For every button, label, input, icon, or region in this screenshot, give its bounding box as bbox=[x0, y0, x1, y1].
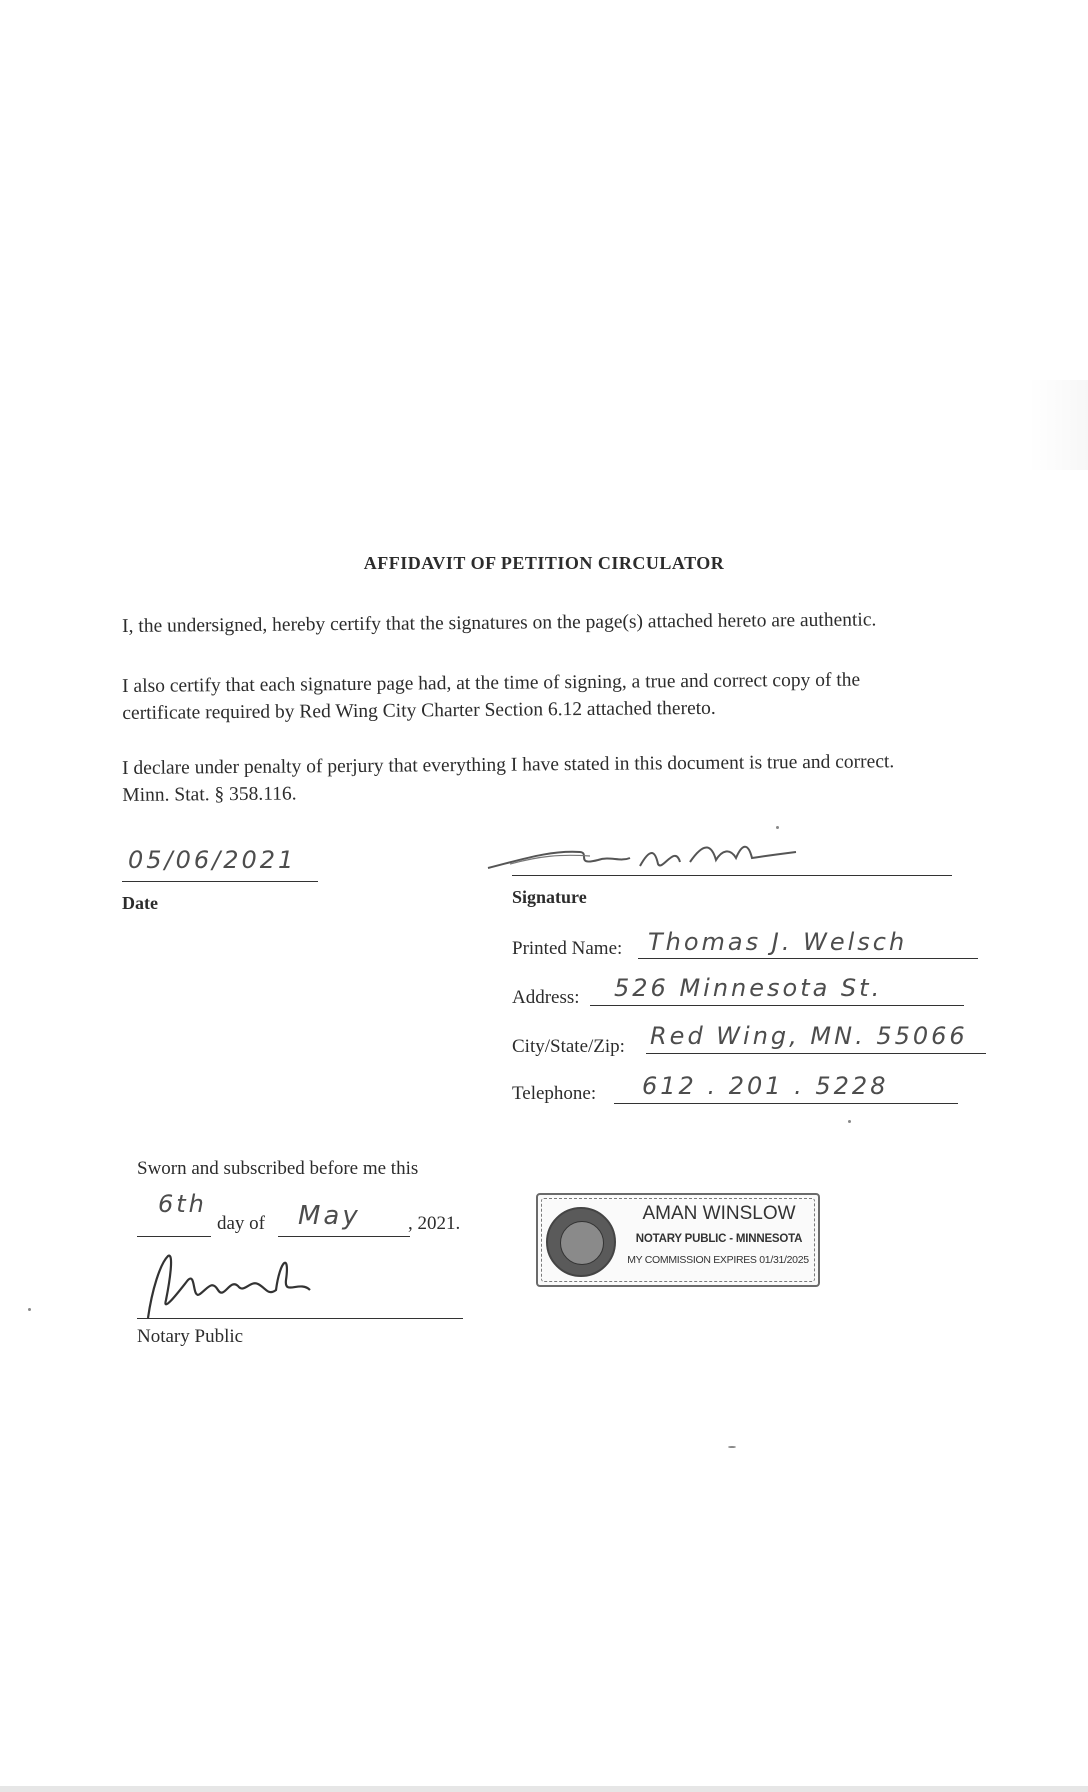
city-state-zip-value: Red Wing, MN. 55066 bbox=[650, 1022, 968, 1050]
scan-speck bbox=[728, 1446, 736, 1448]
scan-speck bbox=[776, 826, 779, 829]
month-line bbox=[278, 1236, 410, 1237]
notary-signature-line bbox=[137, 1318, 463, 1319]
date-value: 05/06/2021 bbox=[128, 846, 297, 874]
perjury-paragraph bbox=[122, 747, 982, 809]
printed-name-value: Thomas J. Welsch bbox=[648, 928, 908, 956]
certify-text: I, the undersigned, hereby certify that the signatures on the page(s) attached hereto are authentic. bbox=[122, 609, 877, 637]
printed-name-line bbox=[638, 958, 978, 959]
copy-certify-line-1: I also certify that each signature page had, at the time of signing, a true and correct copy of the bbox=[122, 669, 861, 697]
telephone-line bbox=[614, 1103, 958, 1104]
notary-seal-icon bbox=[546, 1207, 616, 1277]
year-text: , 2021. bbox=[408, 1213, 461, 1234]
perjury-line-2: Minn. Stat. § 358.116. bbox=[122, 783, 297, 806]
signature-line bbox=[512, 875, 952, 876]
scan-shadow bbox=[1028, 380, 1088, 470]
seal-center bbox=[560, 1221, 604, 1265]
printed-name-label: Printed Name: bbox=[512, 938, 623, 959]
city-state-zip-line bbox=[646, 1053, 986, 1054]
sworn-text: Sworn and subscribed before me this bbox=[137, 1158, 419, 1179]
signature-label: Signature bbox=[512, 887, 587, 907]
scan-speck bbox=[848, 1120, 851, 1123]
day-value: 6th bbox=[158, 1190, 207, 1218]
date-label: Date bbox=[122, 893, 158, 913]
scan-speck bbox=[28, 1308, 31, 1311]
stamp-notary-name: AMAN WINSLOW bbox=[642, 1203, 796, 1224]
address-label: Address: bbox=[512, 987, 580, 1008]
copy-certify-paragraph bbox=[122, 665, 982, 727]
stamp-commission-expiry: MY COMMISSION EXPIRES 01/31/2025 bbox=[627, 1254, 809, 1266]
date-line bbox=[122, 881, 318, 882]
perjury-line-1: I declare under penalty of perjury that everything I have stated in this document is true and correct. bbox=[122, 751, 895, 779]
notary-public-label: Notary Public bbox=[137, 1326, 244, 1347]
scan-bottom-edge bbox=[0, 1786, 1088, 1792]
stamp-notary-title: NOTARY PUBLIC - MINNESOTA bbox=[635, 1233, 803, 1245]
day-line bbox=[137, 1236, 211, 1237]
day-of-label: day of bbox=[217, 1213, 266, 1234]
city-state-zip-label: City/State/Zip: bbox=[512, 1036, 625, 1057]
document-title: AFFIDAVIT OF PETITION CIRCULATOR bbox=[363, 553, 725, 573]
notary-stamp bbox=[536, 1193, 820, 1287]
month-value: May bbox=[298, 1201, 361, 1231]
notary-signature bbox=[140, 1250, 360, 1322]
copy-certify-line-2: certificate required by Red Wing City Charter Section 6.12 attached thereto. bbox=[122, 697, 716, 724]
telephone-label: Telephone: bbox=[512, 1083, 597, 1104]
address-line bbox=[590, 1005, 964, 1006]
address-value: 526 Minnesota St. bbox=[614, 974, 883, 1002]
certify-paragraph bbox=[122, 605, 982, 640]
telephone-value: 612 . 201 . 5228 bbox=[642, 1072, 889, 1100]
